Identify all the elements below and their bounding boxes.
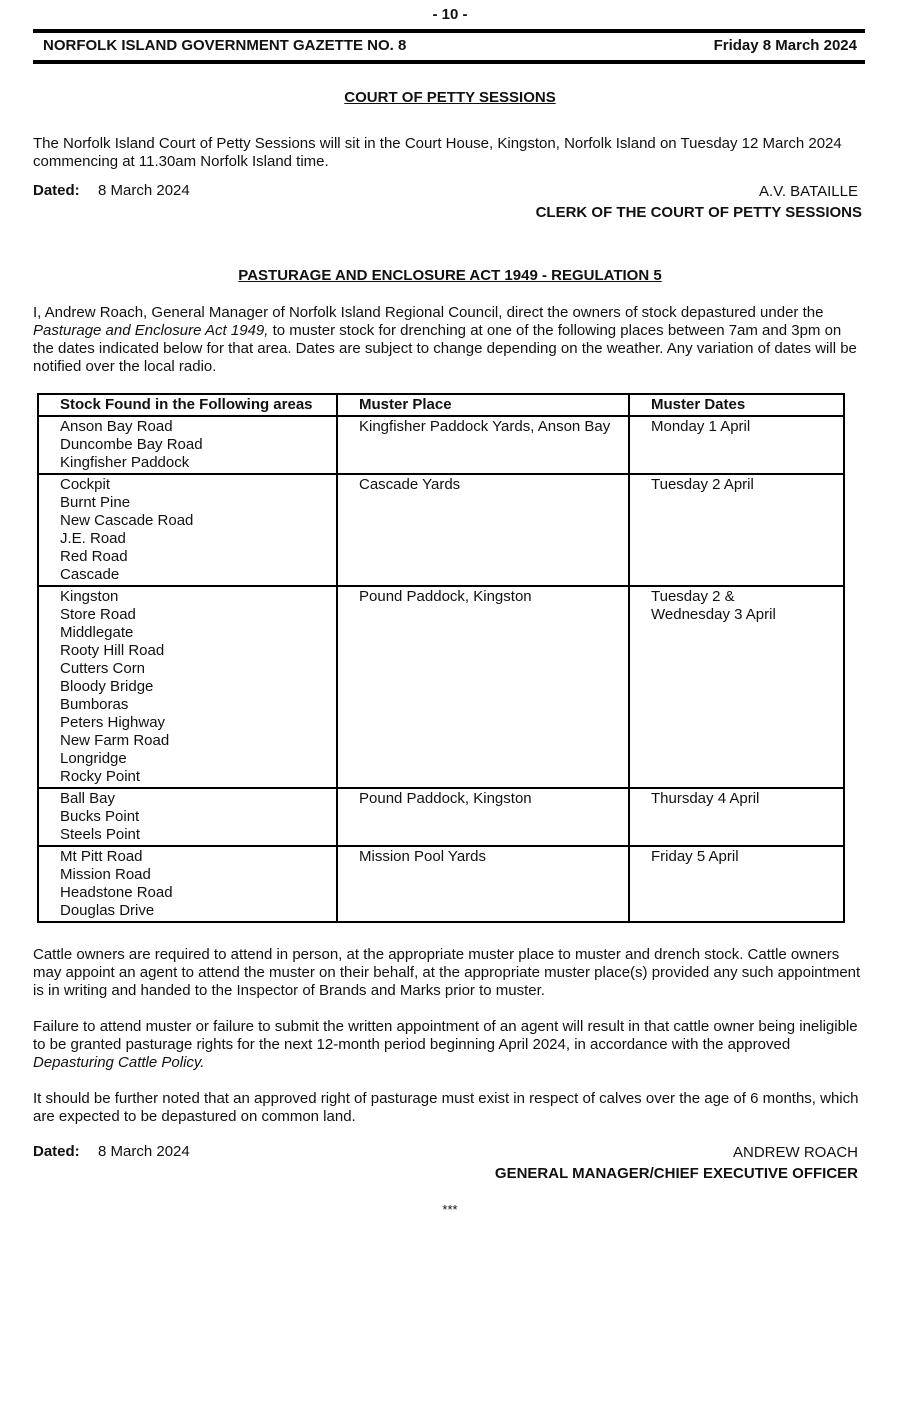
area-name: Anson Bay Road bbox=[60, 418, 173, 435]
gazette-title: NORFOLK ISLAND GOVERNMENT GAZETTE NO. 8 bbox=[43, 37, 407, 54]
cell-areas bbox=[38, 846, 337, 922]
court-notice-text: The Norfolk Island Court of Petty Sessions will sit in the Court House, Kingston, Norfolk Island on Tuesday 12 March 2024 commencing at 11.30am Norfolk Island time. bbox=[33, 135, 842, 170]
area-name: Bucks Point bbox=[60, 808, 140, 825]
area-name: Kingfisher Paddock bbox=[60, 454, 190, 471]
pasturage-section-title: PASTURAGE AND ENCLOSURE ACT 1949 - REGULATION 5 bbox=[238, 267, 662, 284]
calves-paragraph: It should be further noted that an approved right of pasturage must exist in respect of calves over the age of 6 months, which are expected to be depastured on common land. bbox=[33, 1090, 859, 1125]
header-place: Muster Place bbox=[337, 394, 629, 416]
area-name: Mission Road bbox=[60, 866, 151, 883]
table-header-row bbox=[38, 394, 844, 416]
cell-muster-dates bbox=[629, 788, 844, 846]
area-name: Bloody Bridge bbox=[60, 678, 154, 695]
failure-text: Failure to attend muster or failure to submit the written appointment of an agent will result in that cattle owner being ineligible to be granted pasturage rights for the next 12-month period beginning April 2024, in accordance with the approved bbox=[33, 1018, 858, 1053]
area-name: Store Road bbox=[60, 606, 136, 623]
cell-muster-dates bbox=[629, 474, 844, 586]
table-row bbox=[38, 416, 844, 474]
intro-text-2: to muster stock for drenching at one of the following places between 7am and 3pm on the dates indicated below for that area. Dates are subject to change depending on the weather. Any variation of dates will be notified over the local radio. bbox=[33, 322, 857, 375]
cell-muster-dates bbox=[629, 846, 844, 922]
area-name: Red Road bbox=[60, 548, 128, 565]
area-name: Longridge bbox=[60, 750, 127, 767]
policy-name: Depasturing Cattle Policy. bbox=[33, 1054, 205, 1071]
header-dates: Muster Dates bbox=[629, 394, 844, 416]
header-rule-top bbox=[33, 29, 865, 33]
table-row bbox=[38, 846, 844, 922]
area-name: Mt Pitt Road bbox=[60, 848, 143, 865]
cell-muster-dates bbox=[629, 416, 844, 474]
cell-areas bbox=[38, 586, 337, 788]
table-row bbox=[38, 586, 844, 788]
pasturage-signature-block bbox=[495, 1142, 858, 1184]
end-separator: *** bbox=[442, 1202, 458, 1217]
area-name: Kingston bbox=[60, 588, 119, 605]
area-name: Headstone Road bbox=[60, 884, 173, 901]
header-rule-bottom bbox=[33, 60, 865, 64]
area-name: Steels Point bbox=[60, 826, 141, 843]
court-section-title: COURT OF PETTY SESSIONS bbox=[344, 89, 556, 106]
signatory-name: ANDREW ROACH bbox=[732, 1144, 858, 1161]
page-number: - 10 - bbox=[432, 6, 468, 23]
area-name: Cascade bbox=[60, 566, 120, 583]
pasturage-dated bbox=[33, 1143, 190, 1160]
area-name: Ball Bay bbox=[60, 790, 116, 807]
date-line: Friday 5 April bbox=[651, 848, 739, 865]
pasturage-intro bbox=[33, 304, 863, 376]
cell-muster-place: Pound Paddock, Kingston bbox=[337, 586, 629, 788]
table-row bbox=[38, 788, 844, 846]
area-name: Cockpit bbox=[60, 476, 111, 493]
date-line: Tuesday 2 & bbox=[651, 588, 735, 605]
area-name: Peters Highway bbox=[60, 714, 166, 731]
table-row bbox=[38, 474, 844, 586]
gazette-date: Friday 8 March 2024 bbox=[713, 37, 857, 54]
header-areas: Stock Found in the Following areas bbox=[38, 394, 337, 416]
signatory-title: CLERK OF THE COURT OF PETTY SESSIONS bbox=[535, 204, 862, 221]
signatory-title: GENERAL MANAGER/CHIEF EXECUTIVE OFFICER bbox=[494, 1165, 858, 1182]
area-name: Cutters Corn bbox=[60, 660, 146, 677]
muster-table bbox=[37, 393, 845, 923]
court-signature-title-block bbox=[536, 202, 862, 223]
failure-paragraph bbox=[33, 1018, 863, 1072]
cell-muster-place: Kingfisher Paddock Yards, Anson Bay bbox=[337, 416, 629, 474]
cell-muster-place: Cascade Yards bbox=[337, 474, 629, 586]
area-name: Bumboras bbox=[60, 696, 129, 713]
court-dated bbox=[33, 182, 190, 199]
area-name: New Farm Road bbox=[60, 732, 170, 749]
area-name: Douglas Drive bbox=[60, 902, 155, 919]
cell-areas bbox=[38, 474, 337, 586]
area-name: Duncombe Bay Road bbox=[60, 436, 203, 453]
area-name: New Cascade Road bbox=[60, 512, 194, 529]
cell-areas bbox=[38, 788, 337, 846]
dated-label: Dated: bbox=[33, 1143, 80, 1160]
intro-act-name: Pasturage and Enclosure Act 1949, bbox=[33, 322, 269, 339]
date-line: Monday 1 April bbox=[651, 418, 751, 435]
signatory-name: A.V. BATAILLE bbox=[759, 183, 858, 200]
date-line: Thursday 4 April bbox=[651, 790, 760, 807]
court-signature-block bbox=[759, 181, 858, 202]
area-name: J.E. Road bbox=[60, 530, 126, 547]
dated-label: Dated: bbox=[33, 182, 80, 199]
area-name: Rooty Hill Road bbox=[60, 642, 165, 659]
intro-text-1: I, Andrew Roach, General Manager of Norfolk Island Regional Council, direct the owners of stock depastured under the bbox=[33, 304, 824, 321]
cell-muster-dates bbox=[629, 586, 844, 788]
dated-value: 8 March 2024 bbox=[98, 1143, 190, 1160]
dated-value: 8 March 2024 bbox=[98, 182, 190, 199]
date-line: Tuesday 2 April bbox=[651, 476, 754, 493]
date-line: Wednesday 3 April bbox=[651, 606, 776, 623]
cell-muster-place: Pound Paddock, Kingston bbox=[337, 788, 629, 846]
cell-muster-place: Mission Pool Yards bbox=[337, 846, 629, 922]
attendance-paragraph: Cattle owners are required to attend in person, at the appropriate muster place to muster and drench stock. Cattle owners may appoint an agent to attend the muster on their behalf, at the appropriate muster place(s) provided any such appointment is in writing and handed to the Inspector of Brands and Marks prior to muster. bbox=[33, 946, 861, 999]
area-name: Burnt Pine bbox=[60, 494, 131, 511]
area-name: Middlegate bbox=[60, 624, 134, 641]
gazette-header bbox=[43, 37, 857, 54]
area-name: Rocky Point bbox=[60, 768, 141, 785]
cell-areas bbox=[38, 416, 337, 474]
